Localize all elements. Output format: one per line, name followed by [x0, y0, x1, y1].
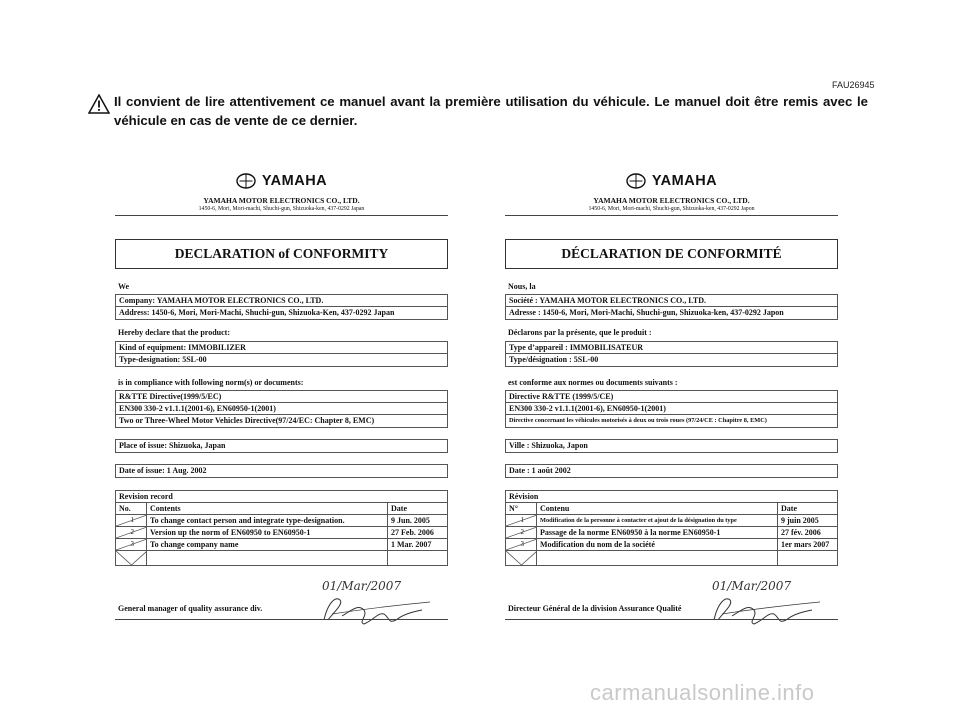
signature-date-text: 01/Mar/2007 — [322, 579, 402, 593]
warning-triangle-icon — [88, 94, 110, 114]
address-row: Adresse : 1450-6, Mori, Mori-Machi, Shuchi-gun, Shizuoka-ken, 437-0292 Japon — [509, 308, 784, 317]
warning-notice — [88, 92, 868, 130]
yamaha-logo-text: YAMAHA — [651, 173, 718, 190]
declaration-title: DECLARATION of CONFORMITY — [115, 239, 448, 269]
header-divider — [115, 215, 448, 216]
norms-box — [115, 390, 448, 428]
header-date: Date — [391, 504, 407, 513]
revision-date: 27 Feb. 2006 — [391, 528, 434, 537]
header-contents: Contents — [147, 503, 388, 514]
revision-header — [116, 503, 447, 515]
signer-title: General manager of quality assurance div. — [118, 604, 263, 613]
issue-date-row: Date of issue: 1 Aug. 2002 — [119, 466, 207, 475]
compliance-label: is in compliance with following norm(s) or documents: — [118, 378, 304, 387]
address-row: Address: 1450-6, Mori, Mori-Machi, Shuchi-gun, Shizuoka-Ken, 437-0292 Japan — [119, 308, 395, 317]
revision-contents: To change company name — [147, 539, 388, 550]
revision-no: 2 — [520, 528, 524, 536]
revision-date: 1er mars 2007 — [781, 540, 830, 549]
norm-row-3: Two or Three-Wheel Motor Vehicles Directive(97/24/EC: Chapter 8, EMC) — [119, 416, 375, 425]
watermark-text: carmanualsonline.info — [590, 680, 815, 705]
company-address: 1450-6, Mori, Mori-machi, Shuchi-gun, Shizuoka-ken, 437-0292 Japon — [588, 206, 755, 212]
place-row: Place of issue: Shizuoka, Japan — [119, 441, 226, 450]
table-row — [116, 515, 447, 527]
norm-row-2: EN300 330-2 v1.1.1(2001-6), EN60950-1(2001) — [506, 403, 837, 415]
company-row: Société : YAMAHA MOTOR ELECTRONICS CO., LTD. — [506, 295, 837, 307]
header-divider — [505, 215, 838, 216]
header-no: No. — [119, 504, 131, 513]
place-box — [115, 439, 448, 453]
signature-line — [115, 619, 448, 620]
type-row: Type/désignation : 5SL-00 — [509, 355, 599, 364]
revision-title: Revision record — [116, 491, 447, 503]
revision-table — [505, 490, 838, 566]
revision-date: 9 juin 2005 — [781, 516, 819, 525]
product-box — [505, 341, 838, 367]
revision-no: 2 — [130, 528, 134, 536]
declaration-english — [115, 170, 448, 630]
revision-table — [115, 490, 448, 566]
signature-line — [505, 619, 838, 620]
yamaha-emblem-icon — [236, 173, 256, 189]
norm-row-1: R&TTE Directive(1999/5/EC) — [116, 391, 447, 403]
product-box — [115, 341, 448, 367]
signature-date-text: 01/Mar/2007 — [712, 579, 792, 593]
signature-icon — [708, 590, 826, 628]
revision-contents: Version up the norm of EN60950 to EN60950-1 — [147, 527, 388, 538]
header-date: Date — [781, 504, 797, 513]
revision-title: Révision — [506, 491, 837, 503]
revision-no: 3 — [520, 540, 524, 548]
revision-contents: Modification de la personne à contacter et ajout de la désignation du type — [537, 515, 778, 526]
table-row — [506, 527, 837, 539]
table-row — [116, 539, 447, 551]
company-box — [115, 294, 448, 320]
place-box — [505, 439, 838, 453]
revision-date: 1 Mar. 2007 — [391, 540, 432, 549]
norms-box — [505, 390, 838, 428]
signer-title: Directeur Général de la division Assurance Qualité — [508, 604, 682, 613]
page-code: FAU26945 — [832, 80, 875, 90]
table-row — [506, 515, 837, 527]
declare-label: Hereby declare that the product: — [118, 328, 230, 337]
company-row: Company: YAMAHA MOTOR ELECTRONICS CO., LTD. — [116, 295, 447, 307]
table-row — [506, 539, 837, 551]
header-contents: Contenu — [537, 503, 778, 514]
revision-contents: Passage de la norme EN60950 à la norme EN60950-1 — [537, 527, 778, 538]
place-row: Ville : Shizuoka, Japon — [509, 441, 588, 450]
revision-no: 1 — [520, 516, 524, 524]
warning-text: Il convient de lire attentivement ce manuel avant la première utilisation du véhicule. Le manuel doit être remis avec le véhicule en cas de vente de ce dernier. — [114, 94, 868, 128]
table-row — [116, 527, 447, 539]
signature-icon — [318, 590, 436, 628]
declaration-title: DÉCLARATION DE CONFORMITÉ — [505, 239, 838, 269]
declare-label: Déclarons par la présente, que le produit : — [508, 328, 652, 337]
yamaha-logo — [505, 172, 838, 190]
norm-row-3: Directive concernant les véhicules motorisés à deux ou trois roues (97/24/CE : Chapitre 8, EMC) — [509, 417, 767, 424]
norm-row-1: Directive R&TTE (1999/5/CE) — [506, 391, 837, 403]
revision-date: 27 fév. 2006 — [781, 528, 821, 537]
company-box — [505, 294, 838, 320]
revision-header — [506, 503, 837, 515]
kind-row: Kind of equipment: IMMOBILIZER — [116, 342, 447, 354]
yamaha-logo — [115, 172, 448, 190]
we-label: We — [118, 282, 130, 291]
kind-row: Type d’appareil : IMMOBILISATEUR — [506, 342, 837, 354]
revision-no: 3 — [130, 540, 134, 548]
table-row-empty — [116, 551, 447, 565]
date-box — [505, 464, 838, 478]
we-label: Nous, la — [508, 282, 536, 291]
revision-triangle-icon — [116, 551, 147, 565]
revision-date: 9 Jun. 2005 — [391, 516, 430, 525]
issue-date-row: Date : 1 août 2002 — [509, 466, 571, 475]
revision-contents: Modification du nom de la société — [537, 539, 778, 550]
table-row-empty — [506, 551, 837, 565]
yamaha-logo-text: YAMAHA — [261, 173, 328, 190]
header-no: N° — [509, 504, 518, 513]
declaration-french — [505, 170, 838, 630]
company-address: 1450-6, Mori, Mori-machi, Shuchi-gun, Shizuoka-ken, 437-0292 Japan — [198, 206, 365, 212]
type-row: Type-designation: 5SL-00 — [119, 355, 207, 364]
norm-row-2: EN300 330-2 v1.1.1(2001-6), EN60950-1(2001) — [116, 403, 447, 415]
revision-triangle-icon — [506, 551, 537, 565]
revision-no: 1 — [130, 516, 134, 524]
yamaha-emblem-icon — [626, 173, 646, 189]
company-name: YAMAHA MOTOR ELECTRONICS CO., LTD. — [593, 196, 750, 205]
compliance-label: est conforme aux normes ou documents suivants : — [508, 378, 678, 387]
date-box — [115, 464, 448, 478]
revision-contents: To change contact person and integrate type-designation. — [147, 515, 388, 526]
company-name: YAMAHA MOTOR ELECTRONICS CO., LTD. — [203, 196, 360, 205]
